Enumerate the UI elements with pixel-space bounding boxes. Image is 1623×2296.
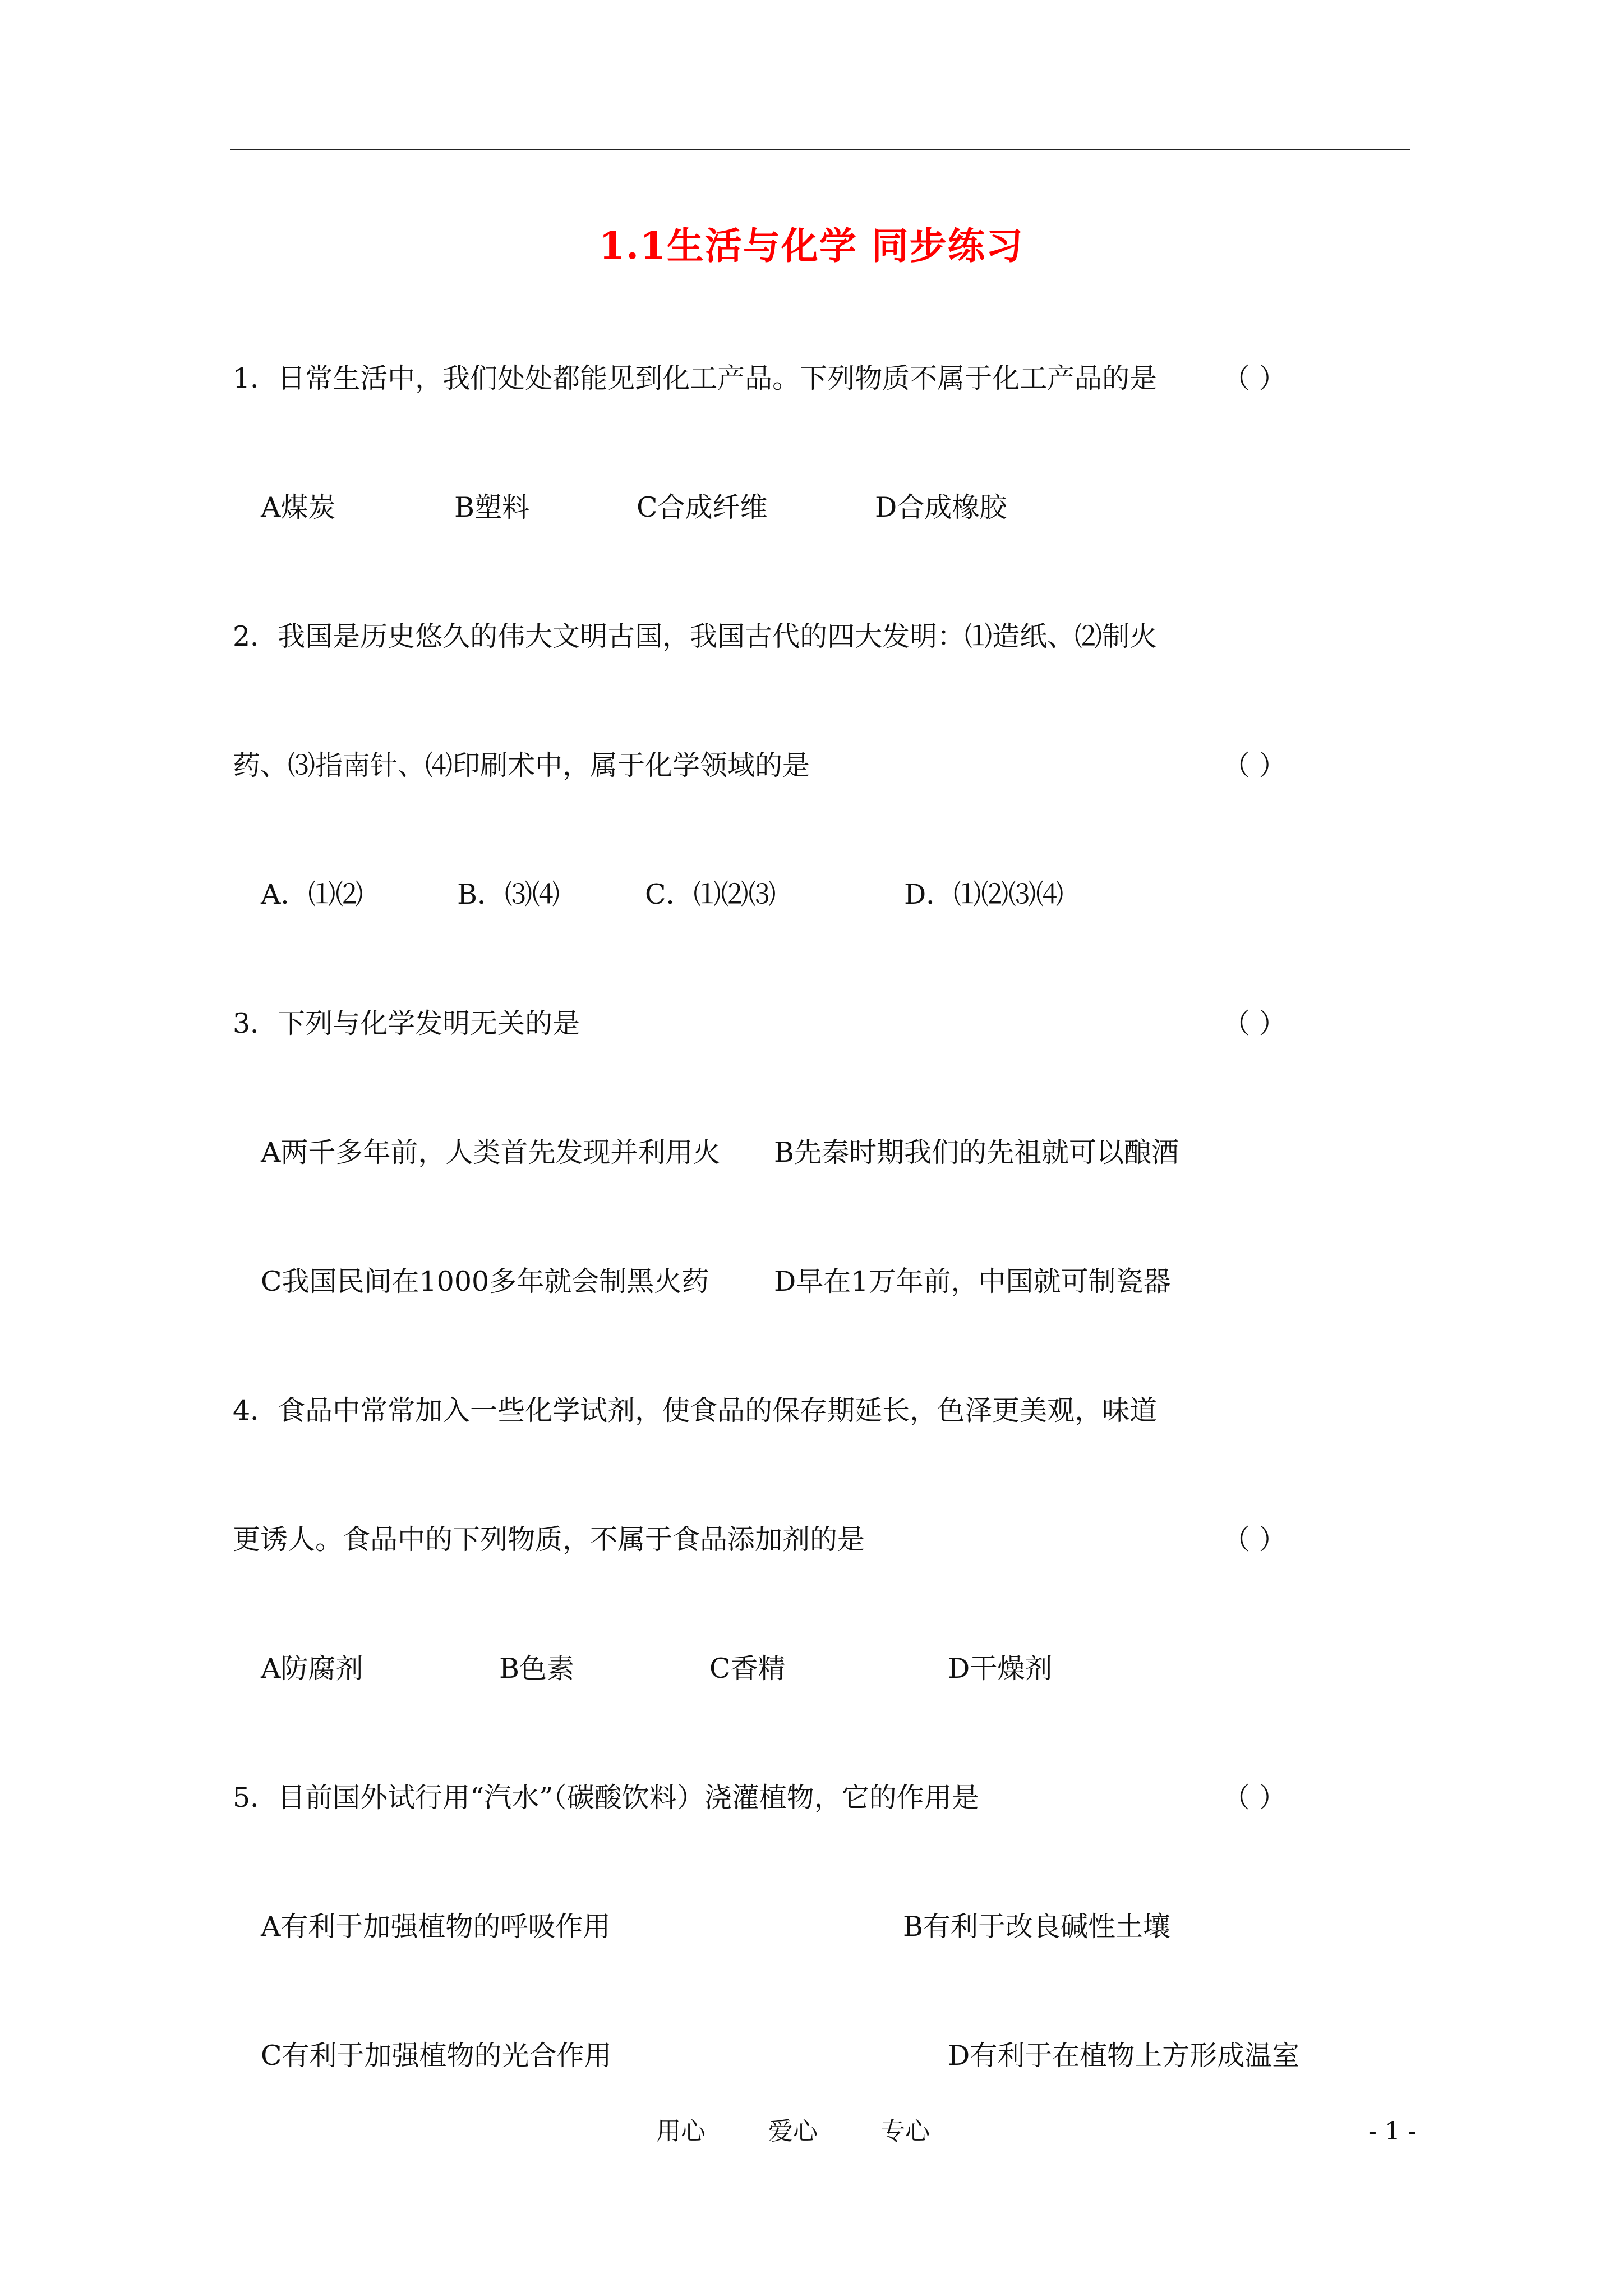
question-3-bracket: （ ）: [1223, 1007, 1287, 1039]
question-4-stem-line-2: 更诱人。食品中的下列物质，不属于食品添加剂的是: [233, 1524, 865, 1556]
question-1-bracket: （ ）: [1223, 362, 1287, 394]
question-2-option-b: B．⑶⑷: [457, 878, 560, 910]
question-3-option-a: A两千多年前，人类首先发现并利用火: [261, 1137, 721, 1168]
footer-motto-2: 爱心: [768, 2117, 818, 2146]
footer-motto-1: 用心: [656, 2117, 706, 2146]
question-1-option-d: D合成橡胶: [875, 491, 1007, 523]
question-2-stem-line-1: 2．我国是历史悠久的伟大文明古国，我国古代的四大发明：⑴造纸、⑵制火: [233, 620, 1158, 652]
question-2-option-a: A．⑴⑵: [261, 878, 363, 910]
question-5-bracket: （ ）: [1223, 1782, 1287, 1814]
question-2-option-c: C．⑴⑵⑶: [645, 878, 776, 910]
question-3-option-c: C我国民间在1000多年就会制黑火药: [261, 1266, 709, 1297]
question-4-option-a: A防腐剂: [261, 1653, 363, 1685]
question-1-stem: 1．日常生活中，我们处处都能见到化工产品。下列物质不属于化工产品的是: [233, 362, 1158, 394]
footer-motto-3: 专心: [880, 2117, 930, 2146]
question-4-option-b: B色素: [499, 1653, 575, 1685]
question-5-option-c: C有利于加强植物的光合作用: [261, 2040, 612, 2072]
question-3-stem: 3．下列与化学发明无关的是: [233, 1007, 580, 1039]
question-4-option-d: D干燥剂: [948, 1653, 1053, 1685]
question-2-stem-line-2: 药、⑶指南针、⑷印刷术中，属于化学领域的是: [233, 749, 810, 781]
question-5-stem: 5．目前国外试行用“汽水”（碳酸饮料）浇灌植物，它的作用是: [233, 1782, 979, 1814]
question-1-option-c: C合成纤维: [637, 491, 768, 523]
question-5-option-a: A有利于加强植物的呼吸作用: [261, 1911, 611, 1943]
question-3-option-b: B先秦时期我们的先祖就可以酿酒: [774, 1137, 1179, 1168]
question-2-bracket: （ ）: [1223, 749, 1287, 781]
question-5-option-b: B有利于改良碱性土壤: [903, 1911, 1171, 1943]
question-2-option-d: D．⑴⑵⑶⑷: [904, 878, 1064, 910]
question-4-bracket: （ ）: [1223, 1524, 1287, 1556]
header-rule: [230, 149, 1410, 150]
question-4-stem-line-1: 4．食品中常常加入一些化学试剂，使食品的保存期延长，色泽更美观，味道: [233, 1395, 1158, 1427]
question-1-option-b: B塑料: [454, 491, 530, 523]
question-3-option-d: D早在1万年前，中国就可制瓷器: [774, 1266, 1171, 1297]
page-title: 1.1生活与化学 同步练习: [599, 224, 1024, 268]
question-4-option-c: C香精: [709, 1653, 786, 1685]
question-5-option-d: D有利于在植物上方形成温室: [948, 2040, 1300, 2072]
question-1-option-a: A煤炭: [261, 491, 336, 523]
page-number: - 1 -: [1368, 2117, 1417, 2146]
